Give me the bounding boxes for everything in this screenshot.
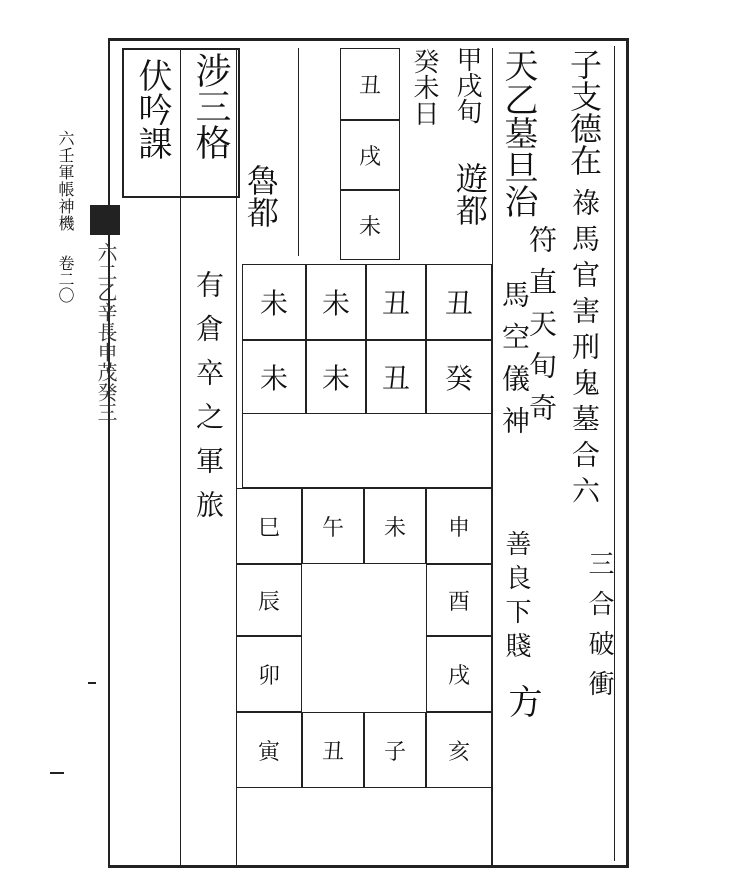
lessons-gap (242, 414, 492, 488)
lesson1-cell-1: 未 (242, 264, 306, 340)
right-col-2b: 三合破衝 (584, 550, 614, 710)
frame-bottom (108, 865, 628, 868)
right-col-7: 方 (502, 684, 542, 718)
margin-tick (50, 772, 64, 774)
plate-bottom-4: 亥 (426, 712, 492, 788)
header-rule (492, 48, 493, 258)
plate-bottom-2: 丑 (302, 712, 364, 788)
top-col-cell-1: 丑 (340, 48, 400, 120)
plate-top-2: 午 (302, 488, 364, 564)
lesson1-cell-2: 未 (306, 264, 366, 340)
plate-base (236, 788, 492, 865)
spine-block (90, 205, 120, 235)
right-col-1: 子支德在 (565, 48, 603, 176)
lesson2-cell-3: 丑 (366, 340, 426, 414)
lesson1-cell-4: 丑 (426, 264, 492, 340)
lesson2-cell-1: 未 (242, 340, 306, 414)
frame-top (108, 38, 628, 41)
lu-du: 魯都 (242, 164, 280, 228)
top-col-cell-2: 戌 (340, 120, 400, 190)
lesson2-cell-4: 癸 (426, 340, 492, 414)
right-col-4: 符直天旬奇 (525, 225, 558, 435)
margin-volume: 卷二〇 (56, 255, 75, 303)
right-col-3: 天乙墓旦治 (498, 48, 538, 218)
pattern-divider (180, 48, 181, 198)
margin-title: 六壬軍帳神機 (56, 130, 75, 232)
pattern-col2: 伏吟課 (132, 58, 172, 160)
plate-right-2: 戌 (426, 636, 492, 712)
frame-left (108, 38, 110, 868)
commentary: 有倉卒之軍旅 (192, 270, 225, 534)
plate-bottom-3: 子 (364, 712, 426, 788)
day-stem: 癸未日 (409, 48, 439, 126)
center-rule (298, 48, 299, 256)
right-col-5: 馬空儀神 (498, 280, 531, 448)
plate-right-1: 酉 (426, 564, 492, 636)
frame-right (626, 38, 629, 868)
plate-top-1: 巳 (236, 488, 302, 564)
right-col-2: 祿馬官害刑鬼墓合六 (568, 188, 601, 512)
lesson2-cell-2: 未 (306, 340, 366, 414)
inner-rule (614, 46, 615, 861)
you-du: 遊都 (451, 162, 489, 226)
xun: 甲戌旬 (452, 46, 482, 124)
plate-left-2: 卯 (236, 636, 302, 712)
top-col-cell-3: 未 (340, 190, 400, 260)
plate-top-4: 申 (426, 488, 492, 564)
right-area-rule (492, 258, 493, 865)
plate-bottom-1: 寅 (236, 712, 302, 788)
plate-left-1: 辰 (236, 564, 302, 636)
left-rule-1 (180, 198, 181, 865)
pattern-col1: 涉三格 (190, 52, 231, 160)
right-col-6: 善良下賤 (501, 530, 531, 666)
lesson1-cell-3: 丑 (366, 264, 426, 340)
plate-top-3: 未 (364, 488, 426, 564)
spine-dot (88, 682, 96, 684)
spine-text: 六二乙辛長申茂癸三 (94, 242, 118, 422)
